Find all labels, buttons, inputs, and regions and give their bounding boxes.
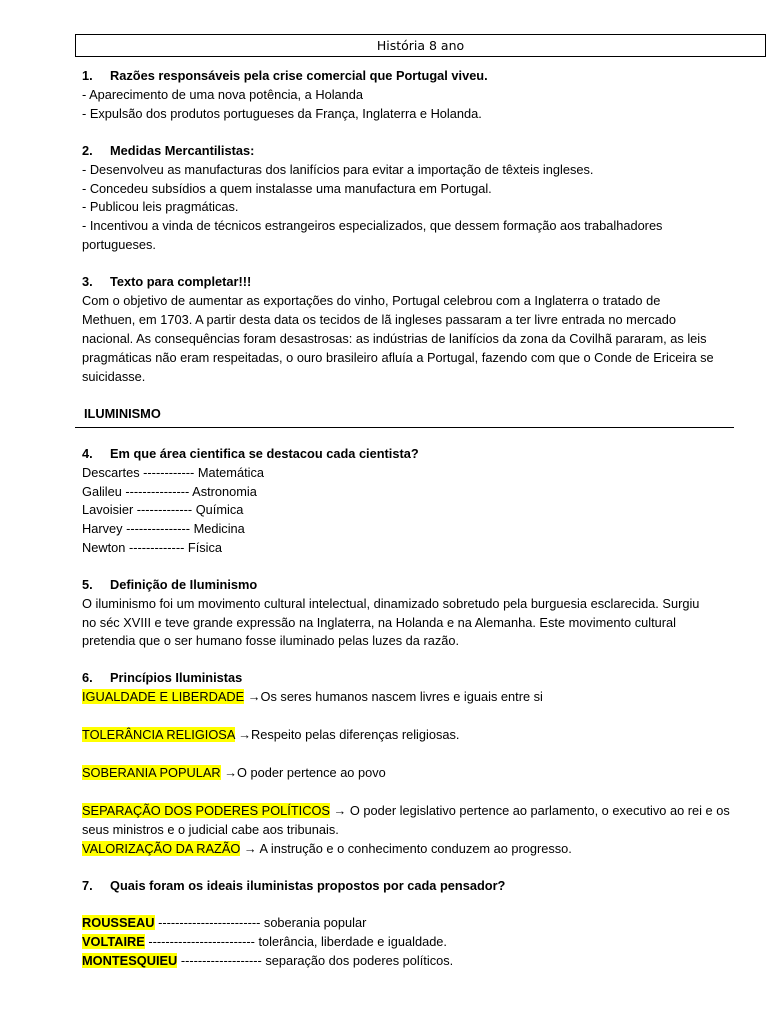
list-item: Descartes ------------ Matemática: [82, 465, 264, 480]
section-2-number: 2.: [82, 143, 93, 158]
section-5-heading-text: Definição de Iluminismo: [110, 577, 258, 592]
section-4-heading: [82, 445, 419, 463]
principle-row: [82, 764, 386, 782]
principle-text: →Respeito pelas diferenças religiosas.: [234, 727, 460, 742]
highlight-label: ROUSSEAU: [82, 915, 155, 930]
principle-text: → O poder legislativo pertence ao parlamento, o executivo ao rei e os: [329, 803, 730, 818]
section-1-heading: [82, 67, 488, 85]
paragraph-line: no séc XVIII e teve grande expressão na Inglaterra, na Holanda e na Alemanha. Este movimento cultural: [82, 615, 676, 630]
list-item: - Incentivou a vinda de técnicos estrangeiros especializados, que dessem formação aos trabalhadores: [82, 218, 663, 233]
section-6-heading-text: Princípios Iluministas: [110, 670, 243, 685]
principle-row: [82, 688, 543, 706]
list-item: - Publicou leis pragmáticas.: [82, 199, 239, 214]
section-2-heading: [82, 142, 254, 160]
section-7-number: 7.: [82, 878, 93, 893]
section-4-heading-text: Em que área cientifica se destacou cada cientista?: [110, 446, 419, 461]
principle-text: →Os seres humanos nascem livres e iguais entre si: [244, 689, 543, 704]
principle-continuation: seus ministros e o judicial cabe aos tribunais.: [82, 822, 339, 837]
section-7-heading-text: Quais foram os ideais iluministas propostos por cada pensador?: [110, 878, 506, 893]
principle-row: [82, 840, 572, 858]
list-item: - Aparecimento de uma nova potência, a Holanda: [82, 87, 364, 102]
highlight-label: IGUALDADE E LIBERDADE: [82, 689, 245, 704]
list-item: Newton ------------- Física: [82, 540, 223, 555]
principle-row: [82, 726, 459, 744]
list-item: Harvey --------------- Medicina: [82, 521, 245, 536]
paragraph-line: nacional. As consequências foram desastrosas: as indústrias de lanifícios da zona da Covilhã pararam, as leis: [82, 331, 707, 346]
section-3-heading-text: Texto para completar!!!: [110, 274, 252, 289]
principle-text: →O poder pertence ao povo: [220, 765, 386, 780]
section-6-number: 6.: [82, 670, 93, 685]
paragraph-line: Com o objetivo de aumentar as exportações do vinho, Portugal celebrou com a Inglaterra o tratado de: [82, 293, 661, 308]
list-item: - Desenvolveu as manufacturas dos lanifícios para evitar a importação de têxteis ingleses.: [82, 162, 594, 177]
highlight-label: VALORIZAÇÃO DA RAZÃO: [82, 841, 241, 856]
page-title: História 8 ano: [75, 34, 766, 57]
thinker-text: ------------------- separação dos poderes políticos.: [177, 953, 454, 968]
highlight-label: VOLTAIRE: [82, 934, 145, 949]
thinker-row: [82, 933, 447, 951]
paragraph-line: pretendia que o ser humano fosse iluminado pelas luzes da razão.: [82, 633, 460, 648]
thinker-text: ------------------------ soberania popular: [154, 915, 367, 930]
section-5-heading: [82, 576, 257, 594]
list-item: - Expulsão dos produtos portugueses da França, Inglaterra e Holanda.: [82, 106, 482, 121]
section-3-number: 3.: [82, 274, 93, 289]
paragraph-line: O iluminismo foi um movimento cultural intelectual, dinamizado sobretudo pela burguesia esclarecida. Surgiu: [82, 596, 700, 611]
principle-row: [82, 802, 730, 820]
highlight-label: SOBERANIA POPULAR: [82, 765, 221, 780]
list-item: Galileu --------------- Astronomia: [82, 484, 257, 499]
paragraph-line: suicidasse.: [82, 369, 146, 384]
highlight-label: MONTESQUIEU: [82, 953, 178, 968]
thinker-row: [82, 952, 453, 970]
list-item: Lavoisier ------------- Química: [82, 502, 244, 517]
thinker-row: [82, 914, 366, 932]
section-1-heading-text: Razões responsáveis pela crise comercial que Portugal viveu.: [110, 68, 488, 83]
section-divider: [75, 427, 734, 428]
section-1-number: 1.: [82, 68, 93, 83]
paragraph-line: pragmáticas não eram respeitadas, o ouro brasileiro afluía a Portugal, fazendo com que o Conde de Ericeira se: [82, 350, 714, 365]
section-title-iluminismo: ILUMINISMO: [84, 406, 161, 421]
section-3-heading: [82, 273, 251, 291]
highlight-label: SEPARAÇÃO DOS PODERES POLÍTICOS: [82, 803, 330, 818]
section-6-heading: [82, 669, 242, 687]
section-7-heading: [82, 877, 505, 895]
section-5-number: 5.: [82, 577, 93, 592]
principle-text: → A instrução e o conhecimento conduzem ao progresso.: [240, 841, 572, 856]
section-4-number: 4.: [82, 446, 93, 461]
list-item: - Concedeu subsídios a quem instalasse uma manufactura em Portugal.: [82, 181, 492, 196]
list-item: portugueses.: [82, 237, 156, 252]
thinker-text: ------------------------- tolerância, liberdade e igualdade.: [144, 934, 447, 949]
section-2-heading-text: Medidas Mercantilistas:: [110, 143, 255, 158]
highlight-label: TOLERÂNCIA RELIGIOSA: [82, 727, 235, 742]
paragraph-line: Methuen, em 1703. A partir desta data os tecidos de lã ingleses passaram a ter livre entrada no mercado: [82, 312, 676, 327]
